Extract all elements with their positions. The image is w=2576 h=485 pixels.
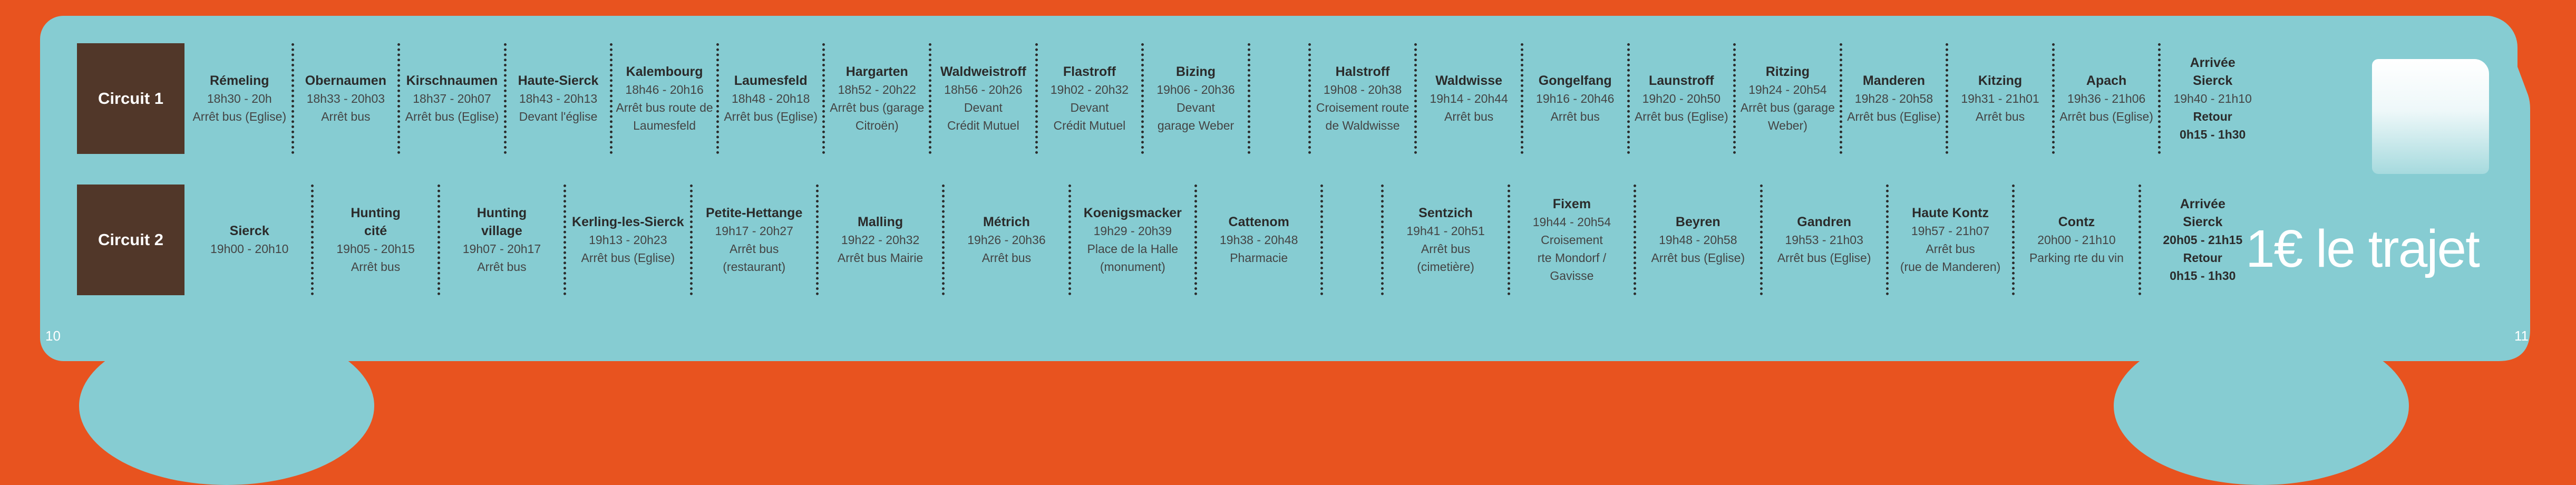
stop-location: Arrêt bus (Eglise) bbox=[724, 110, 818, 123]
stop-name: Gongelfang bbox=[1538, 73, 1612, 88]
stop-name: Kirschnaumen bbox=[406, 73, 498, 88]
stop-location-line2: de Waldwisse bbox=[1325, 119, 1400, 132]
stop-time: 20h05 - 21h15 bbox=[2163, 233, 2243, 247]
stop-contz bbox=[2015, 185, 2141, 295]
stop-name: Koenigsmacker bbox=[1083, 206, 1182, 220]
stop-name-line2: Sierck bbox=[2193, 73, 2233, 88]
stop-location: Arrêt bus (Eglise) bbox=[405, 110, 499, 123]
stop-time: 19h44 - 20h54 bbox=[1532, 215, 1611, 229]
stop-name: Beyren bbox=[1675, 215, 1720, 229]
stop-time: 19h14 - 20h44 bbox=[1430, 92, 1508, 105]
stop-time: 18h30 - 20h bbox=[207, 92, 272, 105]
stop-location-line2: Crédit Mutuel bbox=[1053, 119, 1126, 132]
stop-time: 19h07 - 20h17 bbox=[462, 242, 541, 256]
stop-time: 18h43 - 20h13 bbox=[519, 92, 598, 105]
stop-time: 19h41 - 20h51 bbox=[1406, 224, 1485, 238]
stop-location: Arrêt bus bbox=[351, 260, 401, 274]
stop-location: Arrêt bus bbox=[730, 242, 779, 256]
stop-time: 19h20 - 20h50 bbox=[1642, 92, 1720, 105]
stop-name: Halstroff bbox=[1335, 64, 1390, 79]
stop-name: Rémeling bbox=[210, 73, 269, 88]
stop-sentzich bbox=[1381, 185, 1510, 295]
stop-fixem bbox=[1510, 185, 1636, 295]
stop-location: Arrêt bus (garage bbox=[830, 101, 925, 114]
stop-location: Arrêt bus bbox=[1421, 242, 1471, 256]
stop-name: Sentzich bbox=[1418, 206, 1473, 220]
stop-location: Arrêt bus (Eglise) bbox=[2059, 110, 2153, 123]
stop-name: Fixem bbox=[1552, 197, 1591, 211]
stop-location: Arrêt bus (Eglise) bbox=[192, 110, 287, 123]
stop-time: 19h13 - 20h23 bbox=[589, 233, 667, 247]
stop-time: 19h00 - 20h10 bbox=[210, 242, 289, 256]
stop-name: Manderen bbox=[1862, 73, 1925, 88]
stop-manderen bbox=[1842, 43, 1949, 154]
stop-time: 19h22 - 20h32 bbox=[841, 233, 920, 247]
stop-name: Waldweistroff bbox=[940, 64, 1026, 79]
stop-location: Arrêt bus bbox=[1444, 110, 1494, 123]
return-label: Retour bbox=[2193, 110, 2232, 123]
stop-hunting-cite bbox=[314, 185, 440, 295]
stop-name-line2: Sierck bbox=[2183, 215, 2223, 229]
circuit-1-row bbox=[77, 43, 2264, 154]
stop-arrivee-sierck bbox=[2161, 43, 2264, 154]
stop-name: Gandren bbox=[1797, 215, 1852, 229]
stop-remeling bbox=[188, 43, 294, 154]
stop-location: Arrêt bus Mairie bbox=[837, 251, 924, 265]
stop-time: 19h05 - 20h15 bbox=[336, 242, 415, 256]
stop-name: Haute Kontz bbox=[1912, 206, 1989, 220]
stop-kalembourg bbox=[613, 43, 719, 154]
stop-time: 19h08 - 20h38 bbox=[1323, 83, 1402, 96]
stop-name: Cattenom bbox=[1228, 215, 1289, 229]
stop-laumesfeld bbox=[719, 43, 825, 154]
stop-hargarten bbox=[825, 43, 931, 154]
stop-name: Contz bbox=[2058, 215, 2095, 229]
stop-location-line2: garage Weber bbox=[1157, 119, 1234, 132]
circuit-1-stops bbox=[188, 43, 2264, 154]
stop-time: 18h33 - 20h03 bbox=[306, 92, 385, 105]
stop-name: Flastroff bbox=[1063, 64, 1116, 79]
stop-location-line2: (restaurant) bbox=[723, 260, 786, 274]
stop-bizing bbox=[1144, 43, 1250, 154]
stop-location-line2: Crédit Mutuel bbox=[947, 119, 1019, 132]
stop-name: Métrich bbox=[983, 215, 1030, 229]
stop-gandren bbox=[1763, 185, 1889, 295]
stop-name: Kitzing bbox=[1978, 73, 2023, 88]
stop-time: 19h40 - 21h10 bbox=[2173, 92, 2252, 105]
stop-location: Arrêt bus (Eglise) bbox=[1651, 251, 1745, 265]
stop-location: Devant bbox=[1177, 101, 1215, 114]
stop-location: Arrêt bus bbox=[981, 251, 1032, 265]
bus-window bbox=[2372, 59, 2489, 174]
stop-time: 19h02 - 20h32 bbox=[1050, 83, 1129, 96]
return-time: 0h15 - 1h30 bbox=[2170, 269, 2236, 283]
stop-location: Arrêt bus bbox=[321, 110, 371, 123]
stop-haute-sierck bbox=[507, 43, 613, 154]
stop-name-line2: cité bbox=[364, 224, 387, 238]
stop-halstroff bbox=[1308, 43, 1417, 154]
stop-time: 18h37 - 20h07 bbox=[413, 92, 491, 105]
stop-location: Arrêt bus (Eglise) bbox=[1847, 110, 1941, 123]
stop-location: Arrêt bus bbox=[1550, 110, 1600, 123]
stop-location: Arrêt bus bbox=[1975, 110, 2025, 123]
stop-beyren bbox=[1636, 185, 1762, 295]
stop-time: 19h17 - 20h27 bbox=[715, 224, 793, 238]
stop-time: 19h06 - 20h36 bbox=[1156, 83, 1235, 96]
return-label: Retour bbox=[2183, 251, 2222, 265]
stop-time: 19h48 - 20h58 bbox=[1659, 233, 1737, 247]
stop-time: 18h48 - 20h18 bbox=[732, 92, 810, 105]
stop-time: 19h29 - 20h39 bbox=[1093, 224, 1172, 238]
stop-location-line3: Gavisse bbox=[1550, 269, 1594, 283]
page-number-right: 11 bbox=[2514, 328, 2529, 344]
return-time: 0h15 - 1h30 bbox=[2180, 128, 2246, 141]
stop-name: Hargarten bbox=[845, 64, 908, 79]
stop-time: 18h46 - 20h16 bbox=[625, 83, 704, 96]
stop-location: Place de la Halle bbox=[1087, 242, 1179, 256]
stop-name: Hunting bbox=[351, 206, 401, 220]
stop-kirschnaumen bbox=[400, 43, 507, 154]
stop-time: 19h36 - 21h06 bbox=[2067, 92, 2146, 105]
stop-location: Arrêt bus (Eglise) bbox=[1634, 110, 1728, 123]
price-label: 1€ le trajet bbox=[2246, 219, 2479, 278]
stop-petite-hettange bbox=[693, 185, 819, 295]
stop-location-line2: (rue de Manderen) bbox=[1900, 260, 2001, 274]
circuit-2-label: Circuit 2 bbox=[77, 185, 184, 295]
stop-location: Arrêt bus bbox=[477, 260, 527, 274]
stop-cattenom bbox=[1197, 185, 1323, 295]
stop-name: Hunting bbox=[477, 206, 527, 220]
stop-name: Malling bbox=[858, 215, 903, 229]
stop-kitzing bbox=[1948, 43, 2055, 154]
stop-location: Devant bbox=[964, 101, 1003, 114]
stop-waldwisse bbox=[1417, 43, 1523, 154]
stop-obernaumen bbox=[294, 43, 401, 154]
stop-location: Arrêt bus bbox=[1926, 242, 1975, 256]
stop-name: Arrivée bbox=[2180, 197, 2225, 211]
stop-name: Apach bbox=[2086, 73, 2127, 88]
stop-time: 19h31 - 21h01 bbox=[1961, 92, 2039, 105]
stop-location-line2: rte Mondorf / bbox=[1537, 251, 1607, 265]
stop-location-line2: (monument) bbox=[1100, 260, 1165, 274]
stop-metrich bbox=[945, 185, 1071, 295]
stop-name: Kerling-les-Sierck bbox=[572, 215, 684, 229]
stop-location-line2: Citroën) bbox=[855, 119, 899, 132]
stop-location: Arrêt bus (garage bbox=[1740, 101, 1835, 114]
stop-sierck bbox=[188, 185, 314, 295]
stop-location-line2: Weber) bbox=[1767, 119, 1807, 132]
stop-apach bbox=[2055, 43, 2161, 154]
stop-location: Devant bbox=[1070, 101, 1109, 114]
stop-time: 18h56 - 20h26 bbox=[944, 83, 1023, 96]
page-number-left: 10 bbox=[45, 328, 61, 344]
stop-location: Parking rte du vin bbox=[2029, 251, 2124, 265]
stop-time: 19h26 - 20h36 bbox=[967, 233, 1046, 247]
stop-time: 19h28 - 20h58 bbox=[1854, 92, 1933, 105]
stop-time: 20h00 - 21h10 bbox=[2037, 233, 2116, 247]
stop-flastroff bbox=[1038, 43, 1144, 154]
stop-name: Launstroff bbox=[1649, 73, 1714, 88]
stop-time: 18h52 - 20h22 bbox=[838, 83, 916, 96]
stop-name-line2: village bbox=[481, 224, 522, 238]
stop-location: Arrêt bus (Eglise) bbox=[581, 251, 675, 265]
stop-location: Croisement route bbox=[1316, 101, 1409, 114]
stop-time: 19h38 - 20h48 bbox=[1220, 233, 1298, 247]
stop-name: Bizing bbox=[1175, 64, 1216, 79]
stop-name: Laumesfeld bbox=[734, 73, 808, 88]
stop-kerling-les-sierck bbox=[566, 185, 692, 295]
stop-name: Sierck bbox=[229, 224, 269, 238]
stop-name: Arrivée bbox=[2190, 55, 2235, 70]
stop-hunting-village bbox=[440, 185, 566, 295]
stop-malling bbox=[819, 185, 945, 295]
circuit-2-stops bbox=[188, 185, 2264, 295]
stop-location: Arrêt bus (Eglise) bbox=[1777, 251, 1871, 265]
stop-location: Pharmacie bbox=[1230, 251, 1288, 265]
stop-location-line2: (cimetière) bbox=[1417, 260, 1474, 274]
stop-launstroff bbox=[1630, 43, 1736, 154]
stop-name: Petite-Hettange bbox=[706, 206, 803, 220]
stop-name: Haute-Sierck bbox=[518, 73, 599, 88]
circuit-2-row bbox=[77, 185, 2264, 295]
stop-time: 19h57 - 21h07 bbox=[1911, 224, 1990, 238]
stop-time: 19h24 - 20h54 bbox=[1748, 83, 1827, 96]
stop-location: Arrêt bus route de bbox=[616, 101, 713, 114]
stop-time: 19h53 - 21h03 bbox=[1785, 233, 1863, 247]
stop-time: 19h16 - 20h46 bbox=[1536, 92, 1615, 105]
stop-location: Devant l'église bbox=[519, 110, 598, 123]
stop-name: Waldwisse bbox=[1435, 73, 1503, 88]
stop-waldweistroff bbox=[931, 43, 1038, 154]
stop-haute-kontz bbox=[1889, 185, 2015, 295]
stop-location: Croisement bbox=[1541, 233, 1603, 247]
stop-name: Kalembourg bbox=[626, 64, 703, 79]
stop-location-line2: Laumesfeld bbox=[633, 119, 696, 132]
stop-koenigsmacker bbox=[1071, 185, 1197, 295]
stop-ritzing bbox=[1736, 43, 1842, 154]
stop-name: Obernaumen bbox=[305, 73, 386, 88]
circuit-1-label: Circuit 1 bbox=[77, 43, 184, 154]
stop-name: Ritzing bbox=[1765, 64, 1810, 79]
stop-gongelfang bbox=[1523, 43, 1630, 154]
